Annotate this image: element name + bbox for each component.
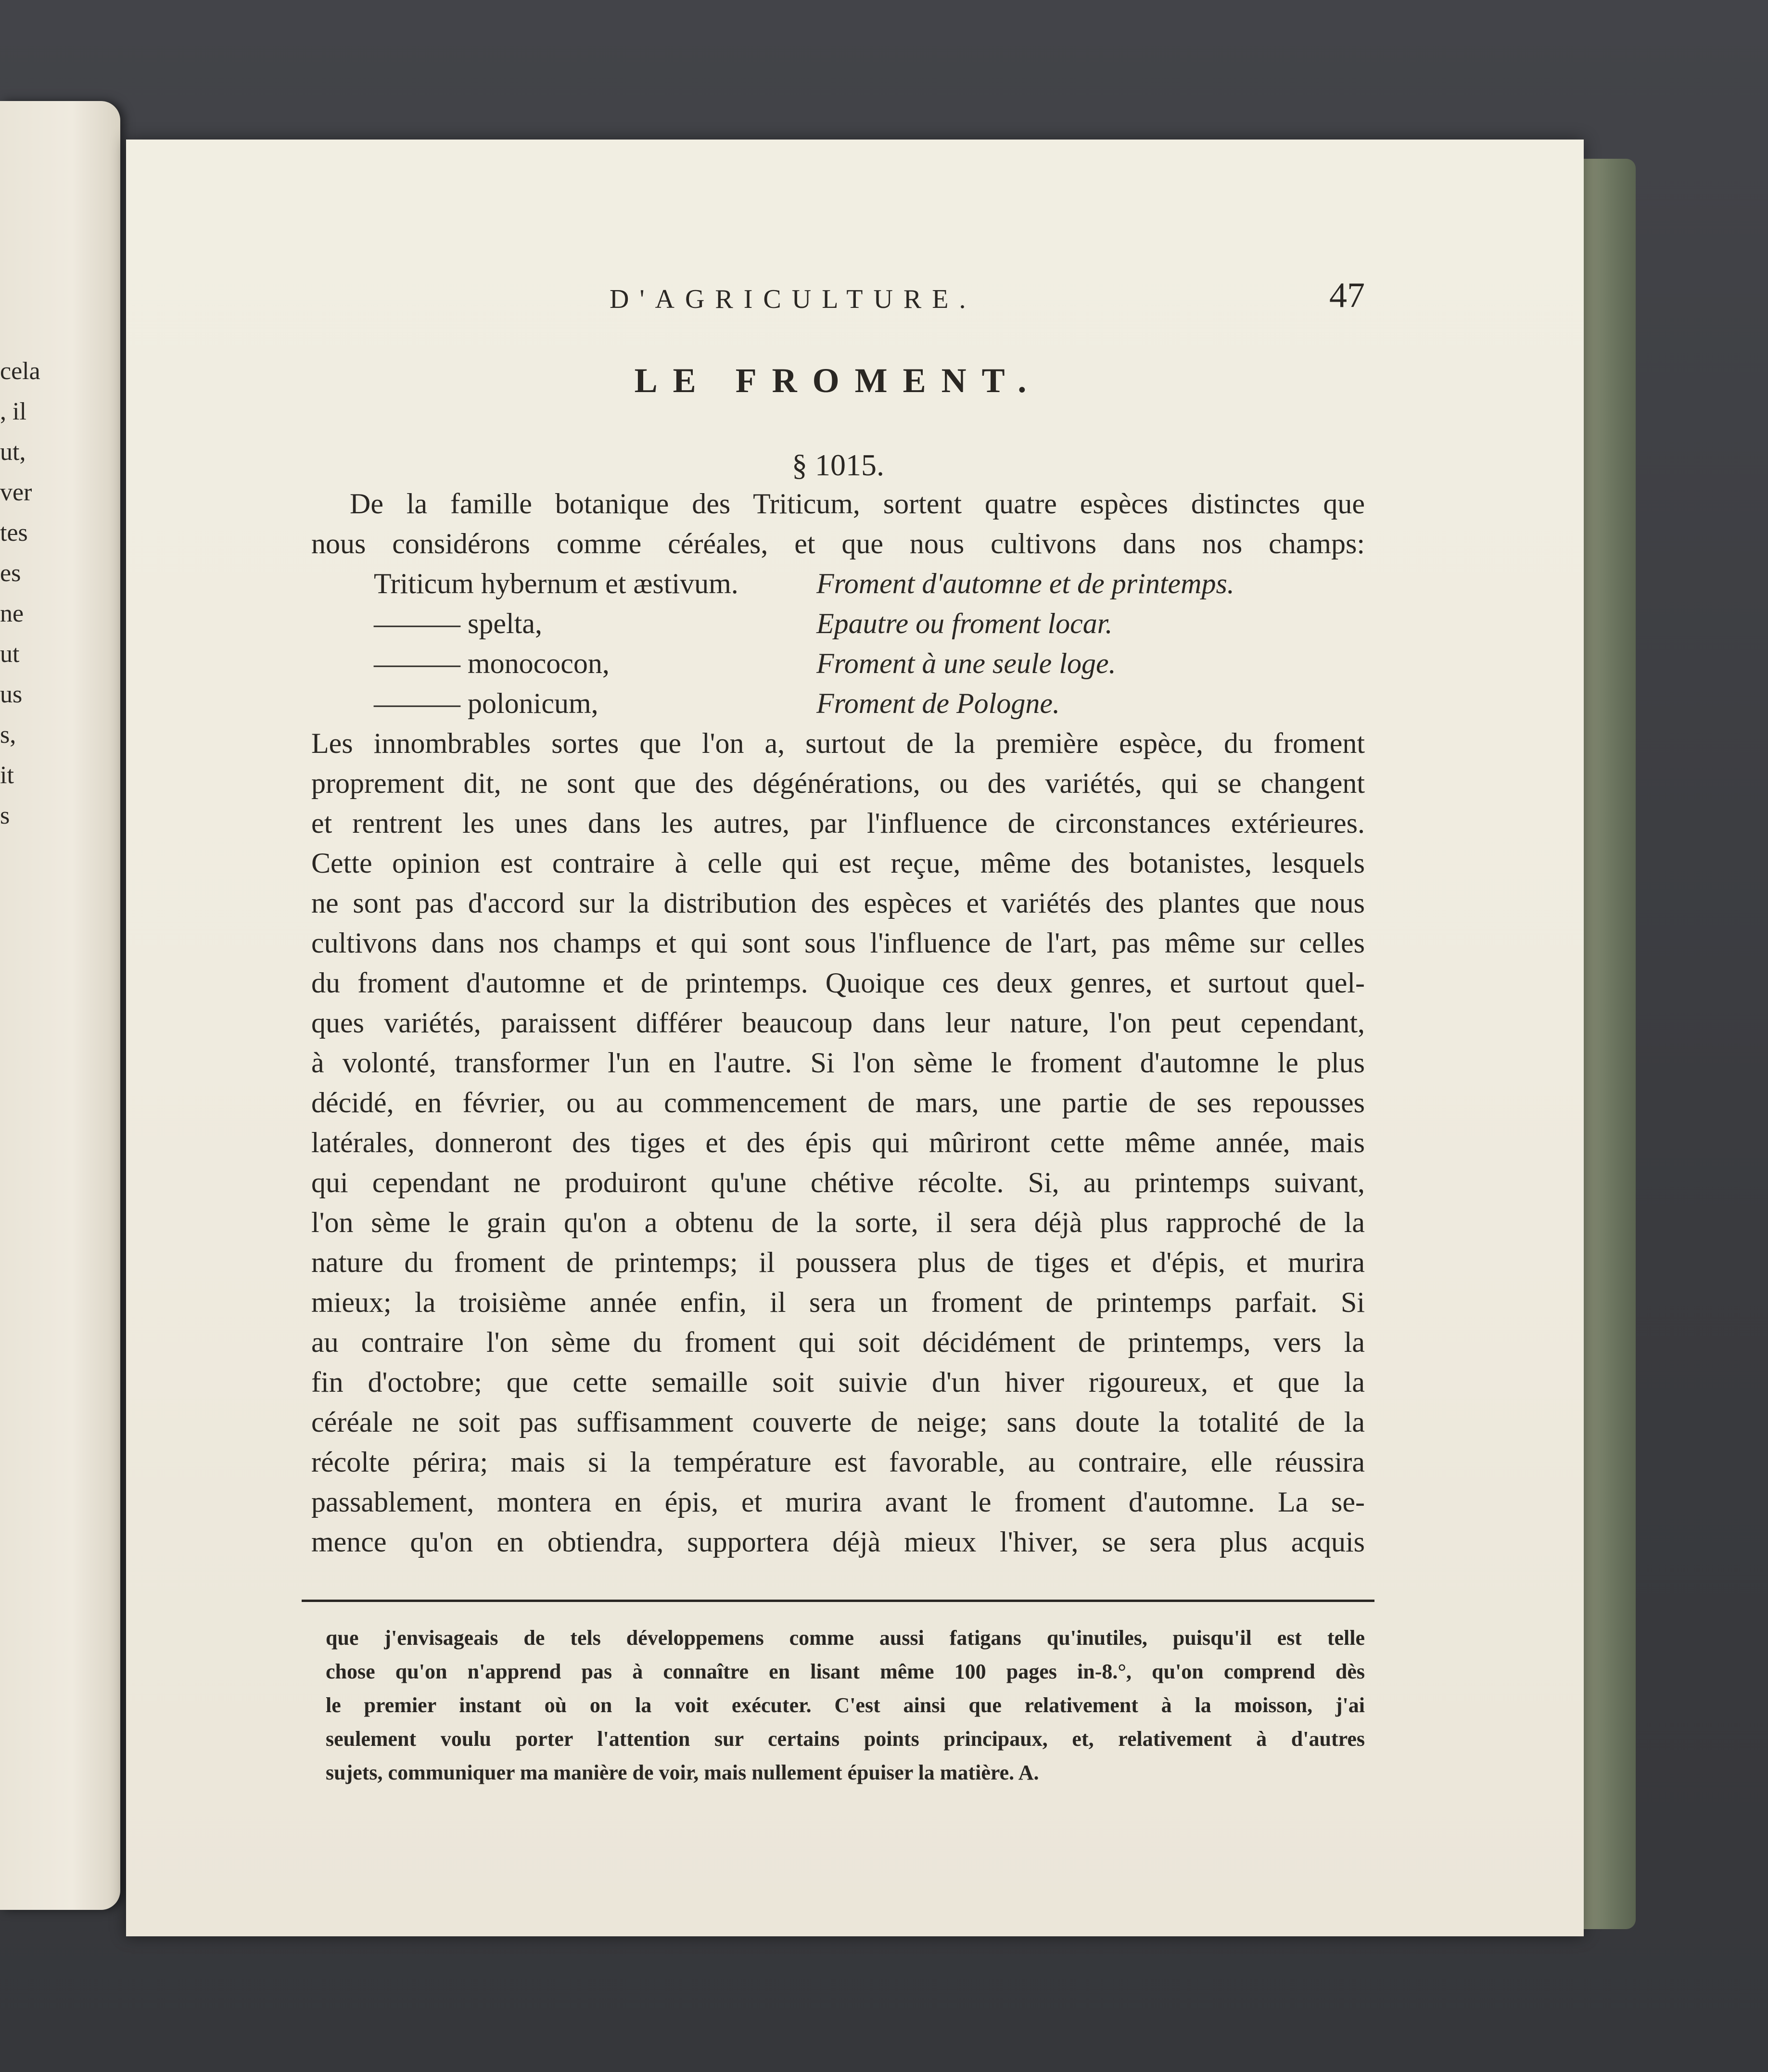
left-fragment: tes xyxy=(0,519,28,547)
text-line: récolte périra; mais si la température est favorable, au contraire, elle réussira xyxy=(311,1446,1365,1478)
text-line: à volonté, transformer l'un en l'autre. Si l'on sème le froment d'automne le plus xyxy=(311,1047,1365,1079)
left-fragment: s xyxy=(0,802,10,829)
species-row xyxy=(311,604,1365,644)
left-fragment: , il xyxy=(0,398,26,425)
footnote-line: seulement voulu porter l'attention sur certains points principaux, et, relativement à d'autres xyxy=(326,1727,1365,1751)
species-row xyxy=(311,644,1365,684)
text-line: latérales, donneront des tiges et des épis qui mûriront cette même année, mais xyxy=(311,1127,1365,1158)
left-fragment: it xyxy=(0,762,14,789)
left-fragment: ut xyxy=(0,640,20,668)
text-line: proprement dit, ne sont que des dégénérations, ou des variétés, qui se changent xyxy=(311,767,1365,799)
text-line: fin d'octobre; que cette semaille soit suivie d'un hiver rigoureux, et que la xyxy=(311,1366,1365,1398)
left-fragment: cela xyxy=(0,357,40,385)
species-row xyxy=(311,684,1365,724)
footnote-rule xyxy=(302,1600,1374,1602)
section-number: § 1015. xyxy=(792,448,884,482)
text-line: mence qu'on en obtiendra, supportera déjà mieux l'hiver, se sera plus acquis xyxy=(311,1526,1365,1558)
text-line: mieux; la troisième année enfin, il sera un froment de printemps parfait. Si xyxy=(311,1286,1365,1318)
footnote-line: le premier instant où on la voit exécuter. C'est ainsi que relativement à la moisson, j'ai xyxy=(326,1693,1365,1717)
running-head xyxy=(311,276,1365,322)
left-fragment: es xyxy=(0,559,21,587)
left-fragment: ver xyxy=(0,479,32,506)
left-page-edge xyxy=(0,101,120,1910)
left-fragment: ne xyxy=(0,600,24,627)
body-text xyxy=(311,484,1365,1562)
text-line: passablement, montera en épis, et murira avant le froment d'automne. La se- xyxy=(311,1486,1365,1518)
species-french: Froment de Pologne. xyxy=(816,687,1060,719)
text-line: et rentrent les unes dans les autres, par l'influence de circonstances extérieures. xyxy=(311,807,1365,839)
text-line: du froment d'automne et de printemps. Quoique ces deux genres, et surtout quel- xyxy=(311,967,1365,999)
page-number: 47 xyxy=(1329,276,1365,315)
footnote-line: que j'envisageais de tels développemens comme aussi fatigans qu'inutiles, puisqu'il est telle xyxy=(326,1626,1365,1650)
text-line: nous considérons comme céréales, et que nous cultivons dans nos champs: xyxy=(311,528,1365,559)
text-line: Les innombrables sortes que l'on a, surtout de la première espèce, du froment xyxy=(311,727,1365,759)
species-latin: ——— monococon, xyxy=(374,648,610,679)
footnote-line: sujets, communiquer ma manière de voir, mais nullement épuiser la matière. A. xyxy=(326,1761,1039,1784)
book-page xyxy=(126,140,1584,1936)
text-line: nature du froment de printemps; il poussera plus de tiges et d'épis, et murira xyxy=(311,1246,1365,1278)
species-french: Froment à une seule loge. xyxy=(816,648,1116,679)
section-title: LE FROMENT. xyxy=(634,361,1042,400)
text-line: cultivons dans nos champs et qui sont sous l'influence de l'art, pas même sur celles xyxy=(311,927,1365,959)
text-line: ne sont pas d'accord sur la distribution des espèces et variétés des plantes que nous xyxy=(311,887,1365,919)
species-french: Epautre ou froment locar. xyxy=(816,608,1113,639)
left-fragment: us xyxy=(0,681,23,708)
species-latin: Triticum hybernum et æstivum. xyxy=(374,568,738,599)
running-title: D'AGRICULTURE. xyxy=(610,284,977,314)
left-fragment: s, xyxy=(0,721,16,749)
book-cover-edge xyxy=(1583,159,1636,1929)
text-line: ques variétés, paraissent différer beaucoup dans leur nature, l'on peut cependant, xyxy=(311,1007,1365,1039)
text-line: au contraire l'on sème du froment qui soit décidément de printemps, vers la xyxy=(311,1326,1365,1358)
text-line: qui cependant ne produiront qu'une chétive récolte. Si, au printemps suivant, xyxy=(311,1167,1365,1198)
footnote-line: chose qu'on n'apprend pas à connaître en lisant même 100 pages in-8.°, qu'on comprend dès xyxy=(326,1660,1365,1683)
footnote xyxy=(326,1621,1365,1790)
species-latin: ——— spelta, xyxy=(374,608,542,639)
text-line: De la famille botanique des Triticum, sortent quatre espèces distinctes que xyxy=(350,488,1365,520)
text-line: céréale ne soit pas suffisamment couverte de neige; sans doute la totalité de la xyxy=(311,1406,1365,1438)
species-row xyxy=(311,564,1365,604)
species-french: Froment d'automne et de printemps. xyxy=(816,568,1234,599)
species-latin: ——— polonicum, xyxy=(374,687,598,719)
left-fragment: ut, xyxy=(0,438,26,466)
text-line: Cette opinion est contraire à celle qui est reçue, même des botanistes, lesquels xyxy=(311,847,1365,879)
left-page-text-fragments xyxy=(0,351,58,836)
text-line: l'on sème le grain qu'on a obtenu de la sorte, il sera déjà plus rapproché de la xyxy=(311,1207,1365,1238)
text-line: décidé, en février, ou au commencement de mars, une partie de ses repousses xyxy=(311,1087,1365,1119)
